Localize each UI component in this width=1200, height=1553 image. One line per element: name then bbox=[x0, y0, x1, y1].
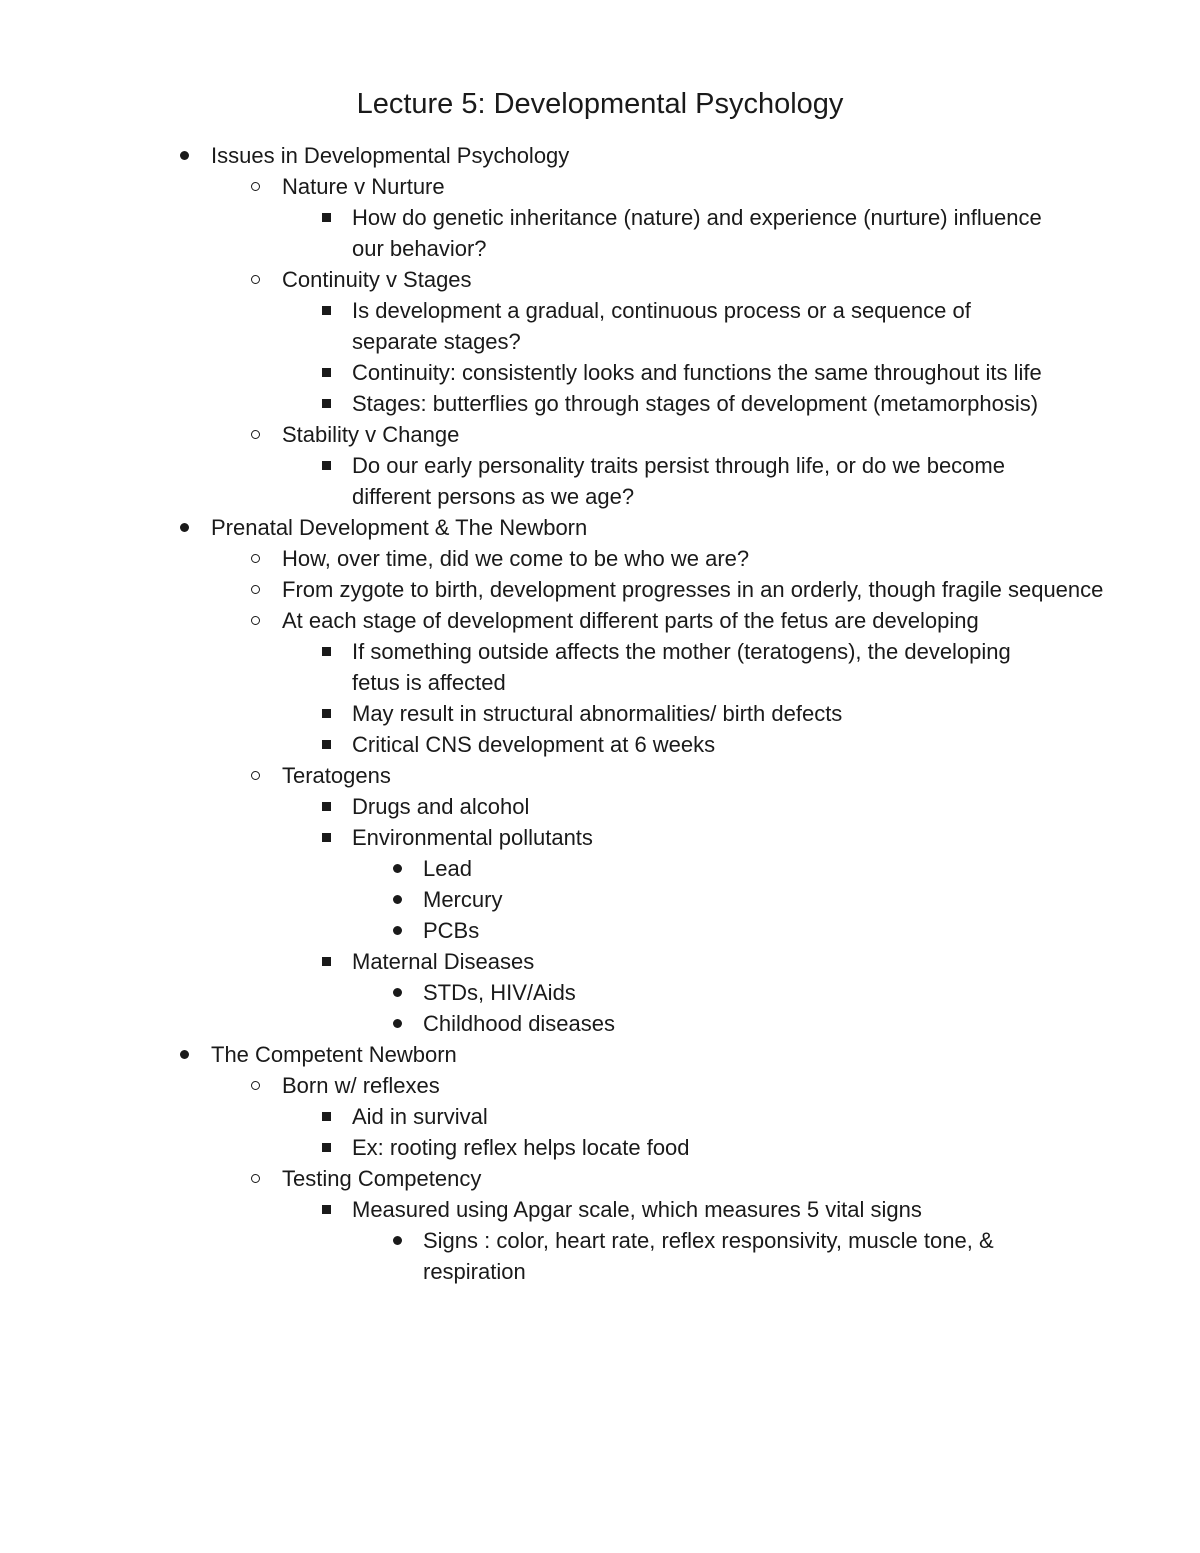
list-item bbox=[0, 760, 1200, 791]
list-item-text: From zygote to birth, development progresses in an orderly, though fragile sequence bbox=[282, 577, 1104, 602]
ring-bullet-icon bbox=[248, 419, 262, 450]
list-item-text: May result in structural abnormalities/ birth defects bbox=[352, 701, 843, 726]
disc-bullet-icon bbox=[177, 140, 191, 171]
list-item-text: Mercury bbox=[423, 887, 503, 912]
disc-bullet-icon bbox=[390, 1008, 404, 1039]
square-bullet-icon bbox=[319, 357, 333, 388]
list-item-text: Issues in Developmental Psychology bbox=[211, 143, 570, 168]
list-item-text: At each stage of development different parts of the fetus are developing bbox=[282, 608, 979, 633]
list-item bbox=[0, 171, 1200, 202]
list-item bbox=[0, 1225, 1200, 1287]
square-bullet-icon bbox=[319, 202, 333, 233]
disc-bullet-icon bbox=[390, 915, 404, 946]
list-item bbox=[0, 822, 1200, 853]
list-item bbox=[0, 295, 1200, 357]
list-item bbox=[0, 853, 1200, 884]
list-item bbox=[0, 791, 1200, 822]
list-item bbox=[0, 605, 1200, 636]
ring-bullet-icon bbox=[248, 543, 262, 574]
list-item bbox=[0, 1008, 1200, 1039]
list-item bbox=[0, 946, 1200, 977]
list-item-text: Teratogens bbox=[282, 763, 391, 788]
ring-bullet-icon bbox=[248, 605, 262, 636]
list-item-text: Continuity: consistently looks and functions the same throughout its life bbox=[352, 360, 1042, 385]
square-bullet-icon bbox=[319, 791, 333, 822]
ring-bullet-icon bbox=[248, 264, 262, 295]
square-bullet-icon bbox=[319, 1101, 333, 1132]
list-item bbox=[0, 884, 1200, 915]
disc-bullet-icon bbox=[177, 512, 191, 543]
list-item bbox=[0, 915, 1200, 946]
list-item bbox=[0, 729, 1200, 760]
list-item-text: Maternal Diseases bbox=[352, 949, 535, 974]
list-item-text: Ex: rooting reflex helps locate food bbox=[352, 1135, 690, 1160]
list-item bbox=[0, 1070, 1200, 1101]
list-item-text: Is development a gradual, continuous process or a sequence of separate stages? bbox=[352, 298, 971, 354]
disc-bullet-icon bbox=[390, 884, 404, 915]
list-item bbox=[0, 357, 1200, 388]
list-item-text: Environmental pollutants bbox=[352, 825, 593, 850]
ring-bullet-icon bbox=[248, 1070, 262, 1101]
list-item-text: Childhood diseases bbox=[423, 1011, 616, 1036]
list-item-text: STDs, HIV/Aids bbox=[423, 980, 576, 1005]
ring-bullet-icon bbox=[248, 1163, 262, 1194]
square-bullet-icon bbox=[319, 1132, 333, 1163]
disc-bullet-icon bbox=[177, 1039, 191, 1070]
list-item bbox=[0, 636, 1200, 698]
list-item-text: Testing Competency bbox=[282, 1166, 482, 1191]
list-item-text: Stages: butterflies go through stages of development (metamorphosis) bbox=[352, 391, 1039, 416]
list-item-text: Lead bbox=[423, 856, 472, 881]
list-item bbox=[0, 512, 1200, 543]
disc-bullet-icon bbox=[390, 1225, 404, 1256]
disc-bullet-icon bbox=[390, 977, 404, 1008]
square-bullet-icon bbox=[319, 1194, 333, 1225]
page-title: Lecture 5: Developmental Psychology bbox=[356, 88, 844, 120]
list-item bbox=[0, 264, 1200, 295]
disc-bullet-icon bbox=[390, 853, 404, 884]
list-item-text: Continuity v Stages bbox=[282, 267, 472, 292]
list-item bbox=[0, 450, 1200, 512]
list-item bbox=[0, 140, 1200, 171]
square-bullet-icon bbox=[319, 698, 333, 729]
list-item-text: How, over time, did we come to be who we are? bbox=[282, 546, 750, 571]
list-item bbox=[0, 574, 1200, 605]
list-item-text: Drugs and alcohol bbox=[352, 794, 530, 819]
list-item bbox=[0, 1163, 1200, 1194]
square-bullet-icon bbox=[319, 295, 333, 326]
list-item-text: The Competent Newborn bbox=[211, 1042, 457, 1067]
list-item-text: Born w/ reflexes bbox=[282, 1073, 440, 1098]
list-item-text: Nature v Nurture bbox=[282, 174, 445, 199]
list-item-text: Do our early personality traits persist through life, or do we become different persons as we age? bbox=[352, 453, 1005, 509]
square-bullet-icon bbox=[319, 822, 333, 853]
list-item-text: How do genetic inheritance (nature) and experience (nurture) influence our behavior? bbox=[352, 205, 1042, 261]
list-item-text: Critical CNS development at 6 weeks bbox=[352, 732, 716, 757]
ring-bullet-icon bbox=[248, 171, 262, 202]
list-item-text: Measured using Apgar scale, which measures 5 vital signs bbox=[352, 1197, 922, 1222]
list-item bbox=[0, 698, 1200, 729]
list-item bbox=[0, 543, 1200, 574]
list-item bbox=[0, 1101, 1200, 1132]
square-bullet-icon bbox=[319, 636, 333, 667]
list-item-text: Stability v Change bbox=[282, 422, 460, 447]
list-item bbox=[0, 202, 1200, 264]
list-item bbox=[0, 1194, 1200, 1225]
square-bullet-icon bbox=[319, 946, 333, 977]
outline-list bbox=[0, 140, 1200, 1287]
list-item bbox=[0, 388, 1200, 419]
ring-bullet-icon bbox=[248, 574, 262, 605]
list-item bbox=[0, 1039, 1200, 1070]
list-item bbox=[0, 1132, 1200, 1163]
list-item-text: Signs : color, heart rate, reflex responsivity, muscle tone, & respiration bbox=[423, 1228, 994, 1284]
square-bullet-icon bbox=[319, 388, 333, 419]
list-item-text: Prenatal Development & The Newborn bbox=[211, 515, 588, 540]
square-bullet-icon bbox=[319, 450, 333, 481]
list-item bbox=[0, 419, 1200, 450]
ring-bullet-icon bbox=[248, 760, 262, 791]
list-item-text: If something outside affects the mother (teratogens), the developing fetus is affected bbox=[352, 639, 1011, 695]
square-bullet-icon bbox=[319, 729, 333, 760]
list-item-text: Aid in survival bbox=[352, 1104, 488, 1129]
list-item-text: PCBs bbox=[423, 918, 480, 943]
list-item bbox=[0, 977, 1200, 1008]
